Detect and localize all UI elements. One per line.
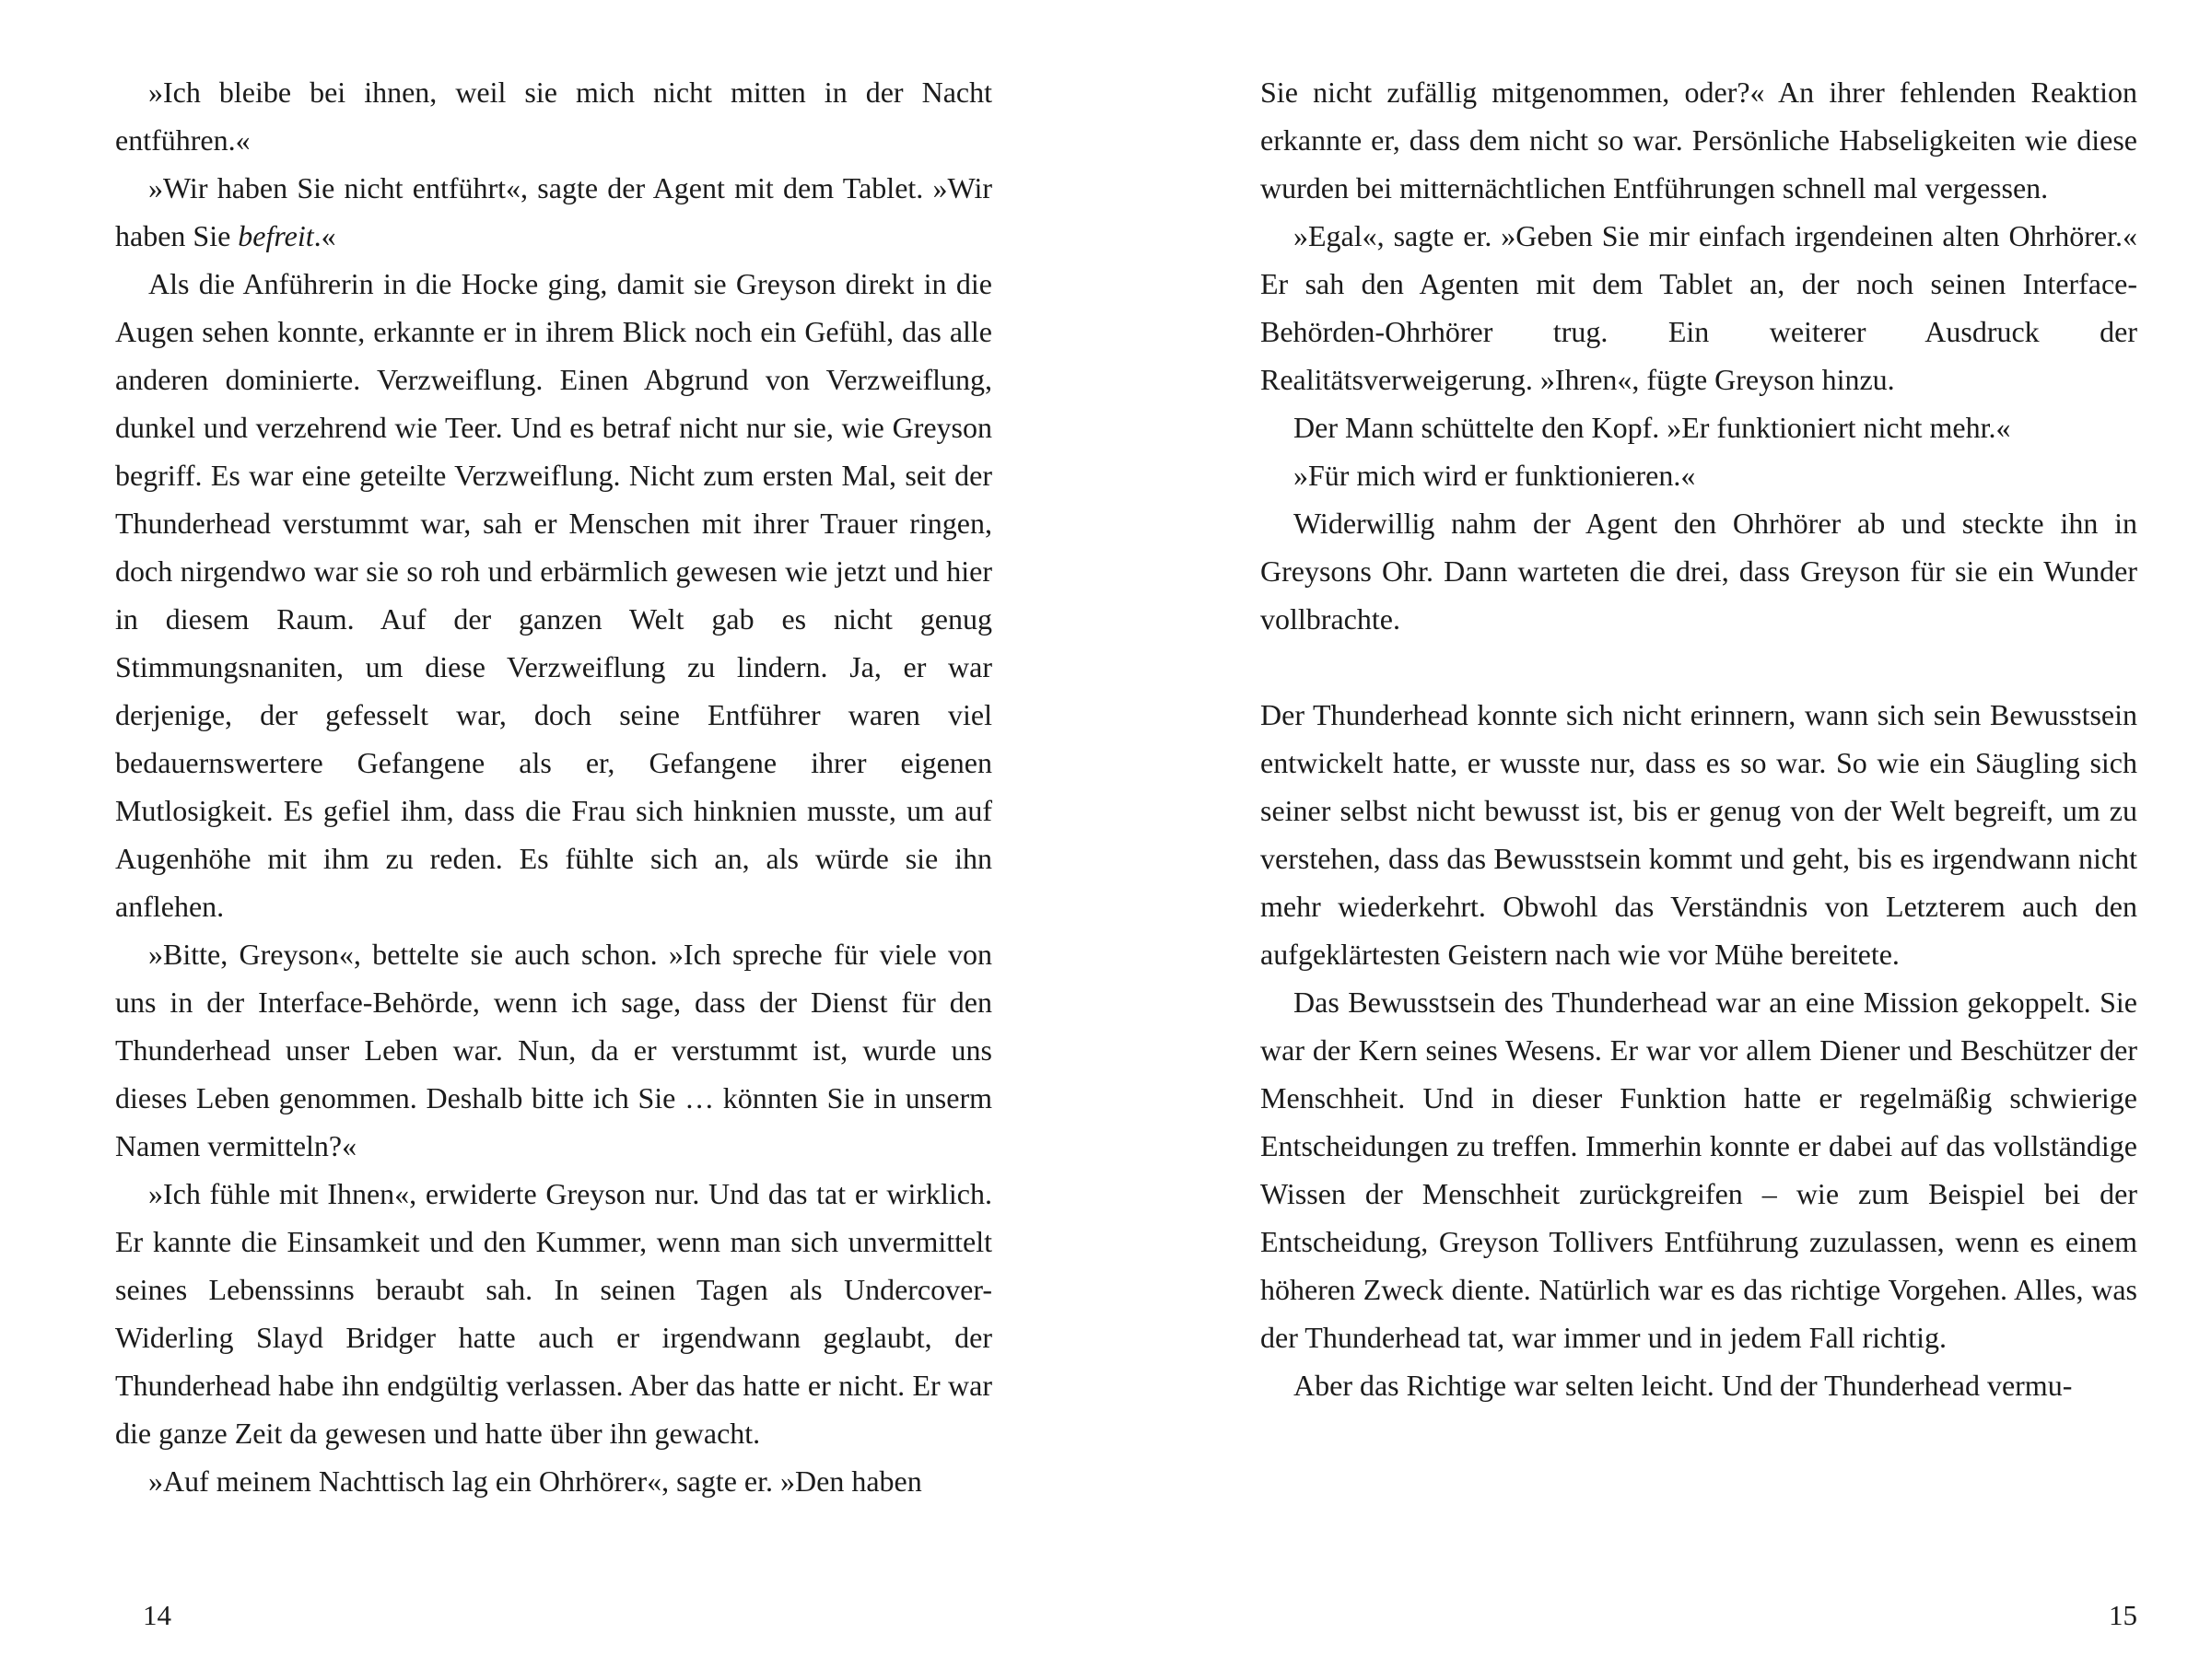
paragraph <box>1260 68 2137 212</box>
page-number-right: 15 <box>2109 1599 2137 1631</box>
paragraph <box>115 1457 992 1505</box>
paragraph <box>115 164 992 260</box>
text-run: »Wir haben Sie nicht entführt«, sagte der Agent mit dem Tablet. »Wir haben Sie <box>115 171 992 252</box>
paragraph <box>1260 691 2137 978</box>
italic-text: befreit <box>238 219 314 252</box>
text-run: Der Thunderhead konnte sich nicht erinnern, wann sich sein Bewusstsein entwickelt hatte, er wusste nur, dass es so war. So wie ein Säugling sich seiner selbst nicht bewusst ist, bis er genug von der Welt begreift, um zu verstehen, dass das Bewusstsein kommt und geht, bis es irgendwann nicht mehr wiederkehrt. Obwohl das Verständnis von Letzterem auch den aufgeklärtesten Geistern nach wie vor Mühe bereitete. <box>1260 698 2137 971</box>
text-run: »Für mich wird er funktionieren.« <box>1293 459 1696 492</box>
text-run: .« <box>313 219 336 252</box>
text-run: »Ich bleibe bei ihnen, weil sie mich nicht mitten in der Nacht entführen.« <box>115 76 992 157</box>
page-left-text <box>115 68 992 1505</box>
text-run: Der Mann schüttelte den Kopf. »Er funktioniert nicht mehr.« <box>1293 411 2011 444</box>
paragraph <box>1260 212 2137 403</box>
page-right-text <box>1260 68 2137 1409</box>
text-run: »Auf meinem Nachttisch lag ein Ohrhörer«, sagte er. »Den haben <box>148 1464 922 1498</box>
text-run: Aber das Richtige war selten leicht. Und der Thunderhead vermu- <box>1293 1369 2073 1402</box>
paragraph <box>1260 403 2137 451</box>
text-run: Widerwillig nahm der Agent den Ohrhörer ab und steckte ihn in Greysons Ohr. Dann warteten die drei, dass Greyson für sie ein Wunder vollbrachte. <box>1260 507 2137 636</box>
paragraph <box>115 68 992 164</box>
text-run: »Egal«, sagte er. »Geben Sie mir einfach irgendeinen alten Ohrhörer.« Er sah den Agenten mit dem Tablet an, der noch seinen Interface-Behörden-Ohrhörer trug. Ein weiterer Ausdruck der Realitätsverweigerung. »Ihren«, fügte Greyson hinzu. <box>1260 219 2137 396</box>
paragraph <box>1260 978 2137 1361</box>
page-number-left: 14 <box>143 1599 171 1631</box>
text-run: Das Bewusstsein des Thunderhead war an eine Mission gekoppelt. Sie war der Kern seines Wesens. Er war vor allem Diener und Beschützer der Menschheit. Und in dieser Funktion hatte er regelmäßig schwierige Entscheidungen zu treffen. Immerhin konnte er dabei auf das vollständige Wissen der Menschheit zurückgreifen – wie zum Beispiel bei der Entscheidung, Greyson Tollivers Entführung zuzulassen, wenn es einem höheren Zweck diente. Natürlich war es das richtige Vorgehen. Alles, was der Thunderhead tat, war immer und in jedem Fall richtig. <box>1260 986 2137 1354</box>
text-run: »Bitte, Greyson«, bettelte sie auch schon. »Ich spreche für viele von uns in der Interface-Behörde, wenn ich sage, dass der Dienst für den Thunderhead unser Leben war. Nun, da er verstummt ist, wurde uns dieses Leben genommen. Deshalb bitte ich Sie … könnten Sie in unserm Namen vermitteln?« <box>115 938 992 1162</box>
paragraph <box>115 260 992 930</box>
paragraph <box>115 930 992 1170</box>
paragraph <box>1260 451 2137 499</box>
text-run: Sie nicht zufällig mitgenommen, oder?« An ihrer fehlenden Reaktion erkannte er, dass dem nicht so war. Persönliche Habseligkeiten wie diese wurden bei mitternächtlichen Entführungen schnell mal vergessen. <box>1260 76 2137 204</box>
text-run: »Ich fühle mit Ihnen«, erwiderte Greyson nur. Und das tat er wirklich. Er kannte die Einsamkeit und den Kummer, wenn man sich unvermittelt seines Lebenssinns beraubt sah. In seinen Tagen als Undercover-Widerling Slayd Bridger hatte auch er irgendwann geglaubt, der Thunderhead habe ihn endgültig verlassen. Aber das hatte er nicht. Er war die ganze Zeit da gewesen und hatte über ihn gewacht. <box>115 1177 992 1450</box>
paragraph <box>1260 1361 2137 1409</box>
text-run: Als die Anführerin in die Hocke ging, damit sie Greyson direkt in die Augen sehen konnte, erkannte er in ihrem Blick noch ein Gefühl, das alle anderen dominierte. Verzweiflung. Einen Abgrund von Verzweiflung, dunkel und verzehrend wie Teer. Und es betraf nicht nur sie, wie Greyson begriff. Es war eine geteilte Verzweiflung. Nicht zum ersten Mal, seit der Thunderhead verstummt war, sah er Menschen mit ihrer Trauer ringen, doch nirgendwo war sie so roh und erbärmlich gewesen wie jetzt und hier in diesem Raum. Auf der ganzen Welt gab es nicht genug Stimmungsnaniten, um diese Verzweiflung zu lindern. Ja, er war derjenige, der gefesselt war, doch seine Entführer waren viel bedauernswertere Gefangene als er, Gefangene ihrer eigenen Mutlosigkeit. Es gefiel ihm, dass die Frau sich hinknien musste, um auf Augenhöhe mit ihm zu reden. Es fühlte sich an, als würde sie ihn anflehen. <box>115 267 992 923</box>
paragraph <box>115 1170 992 1457</box>
paragraph <box>1260 499 2137 643</box>
